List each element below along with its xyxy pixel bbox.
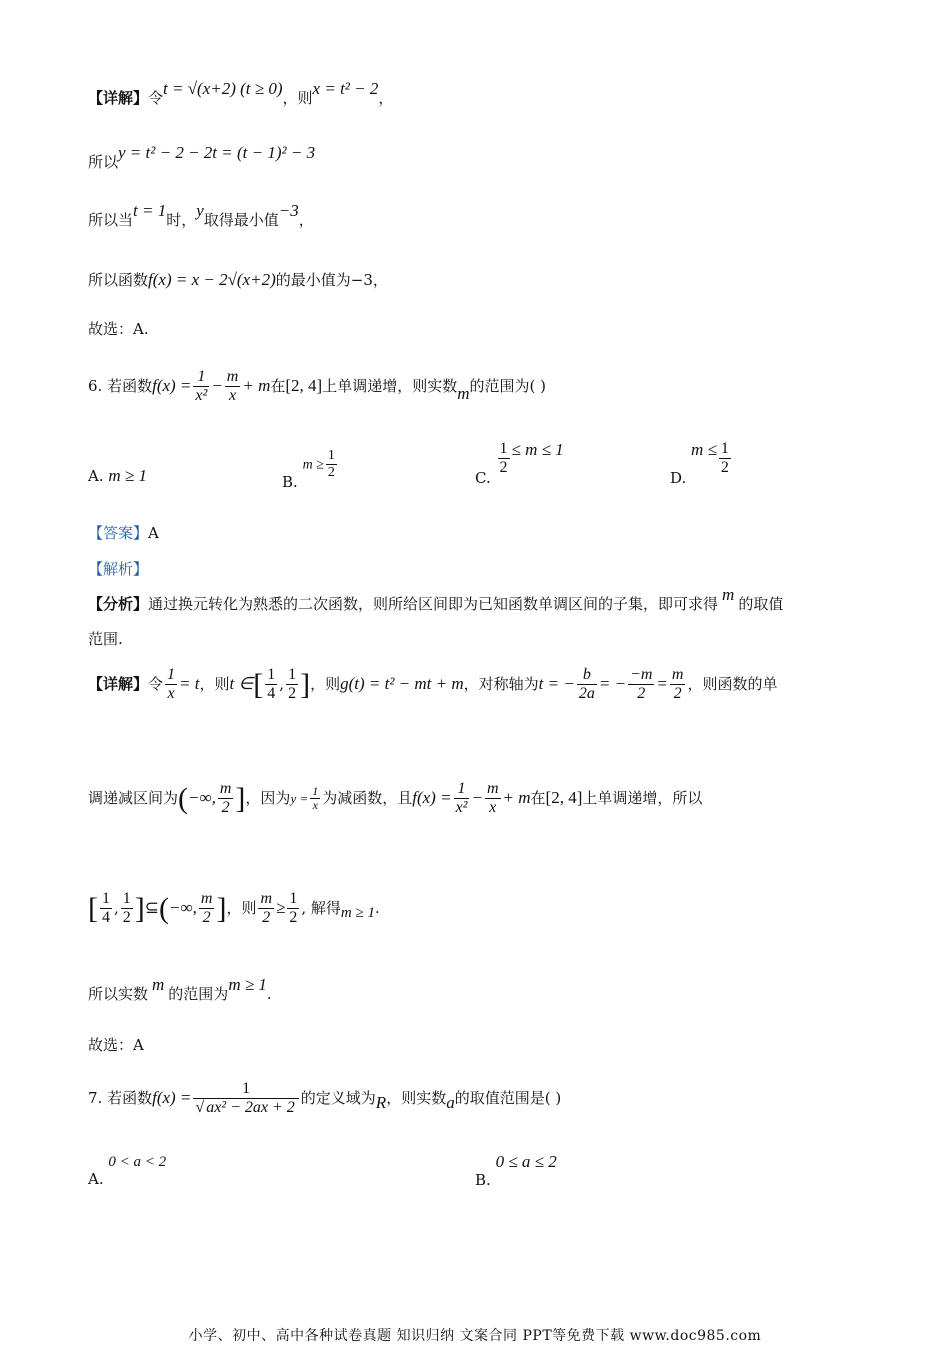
fraction <box>577 666 597 704</box>
text: 所以实数 <box>88 985 149 1003</box>
fraction <box>326 448 337 481</box>
text: 为减函数，且 <box>322 788 413 807</box>
den: 2 <box>327 465 335 481</box>
text: ，则 <box>199 674 230 693</box>
option-label: A. <box>88 1170 104 1188</box>
math: t ∈ <box>229 673 254 693</box>
den: x <box>229 387 237 405</box>
num: 1 <box>100 890 112 909</box>
text: ，则 <box>282 89 313 107</box>
math: ≥ <box>276 897 286 917</box>
fraction <box>719 440 731 478</box>
fraction <box>193 368 209 406</box>
text: ，则 <box>226 898 257 917</box>
text: 在 <box>530 788 546 807</box>
math: f(x) = <box>412 787 452 807</box>
text: . <box>374 898 380 917</box>
text: 所以当 <box>88 211 134 229</box>
option-label: B. <box>282 472 298 491</box>
fraction <box>287 890 299 928</box>
text: . <box>266 985 272 1003</box>
option-label: A. <box>88 467 104 485</box>
q7-option-b <box>475 1152 557 1189</box>
math-result: m ≥ 1 <box>340 904 375 921</box>
text: ，则函数的单 <box>687 674 778 693</box>
den: x <box>489 799 497 817</box>
math: + m <box>502 787 531 807</box>
fraction <box>193 1080 298 1118</box>
fenxi-label: 【分析】 <box>88 595 149 613</box>
fraction <box>670 666 686 704</box>
text: , 解得 <box>301 898 341 917</box>
option-label: B. <box>475 1171 491 1189</box>
den: 2 <box>673 685 682 703</box>
math-R: R <box>375 1092 387 1112</box>
option-math: m ≥ 1 <box>108 466 147 485</box>
q6-option-b <box>282 448 339 491</box>
math-t-def: t = √(x+2) (t ≥ 0) <box>163 79 283 98</box>
math-interval: [2, 4] <box>285 375 323 395</box>
text: 调递减区间为 <box>88 788 179 807</box>
math-minus3: −3 <box>278 201 299 220</box>
math-y: y <box>196 201 204 220</box>
question-number: 6. 若函数 <box>88 376 153 395</box>
question-number: 7. 若函数 <box>88 1088 153 1107</box>
math: y = <box>290 790 309 806</box>
num: m <box>485 780 501 799</box>
fraction <box>628 666 654 704</box>
answer-value: A <box>148 524 159 542</box>
sqrt-body: ax² − 2ax + 2 <box>206 1099 295 1117</box>
fraction <box>218 780 234 818</box>
den: x <box>312 798 318 813</box>
den: 2 <box>262 909 271 927</box>
q6-detail-line-3: [ $\frac{1}{4}$ , $\frac{1}{2}$ ]⊆(−∞, $\frac{m}{2}$ ]，则 $\frac{m}{2}$ ≥ $\frac{1}{2}$ , 解得m ≥ 1. <box>88 890 380 927</box>
math: −∞, <box>188 787 216 807</box>
num: 1 <box>287 890 299 909</box>
math: = − <box>598 673 627 693</box>
text: 的范围为( ) <box>469 376 546 395</box>
text: 令 <box>148 674 164 693</box>
detail-label: 【详解】 <box>88 89 149 107</box>
den: 2 <box>720 459 729 477</box>
num: 1 <box>265 666 277 685</box>
den: x² <box>195 387 208 405</box>
math: = <box>656 673 668 693</box>
num: b <box>577 666 597 685</box>
guxuan-5: 故选：A. <box>88 320 149 338</box>
math-m: m <box>152 975 165 994</box>
fraction <box>265 666 277 704</box>
fraction <box>121 890 133 928</box>
num: 1 <box>165 666 177 685</box>
fraction <box>258 890 274 928</box>
detail-line-2 <box>88 143 316 172</box>
detail-line-4 <box>88 270 388 290</box>
math: f(x) = <box>152 1087 192 1107</box>
detail-line-3 <box>88 201 314 230</box>
option-math: m ≤ <box>691 439 717 459</box>
text: 通过换元转化为熟悉的二次函数，则所给区间即为已知函数单调区间的子集，即可求得 <box>148 595 719 613</box>
text: 所以 <box>88 153 119 171</box>
q7-stem <box>88 1080 561 1118</box>
den: 2 <box>637 685 646 703</box>
detail-label: 【详解】 <box>88 674 149 693</box>
option-label: C. <box>475 468 491 487</box>
option-math: m ≥ <box>302 457 324 473</box>
num: 1 <box>326 448 337 465</box>
text: 取得最小值 <box>203 211 279 229</box>
num: 1 <box>719 440 731 459</box>
text: ，因为 <box>245 788 291 807</box>
math-g: g(t) = t² − mt + m <box>340 673 464 693</box>
text: 的定义域为 <box>300 1088 376 1107</box>
fraction <box>454 780 470 818</box>
guxuan-6: 故选：A <box>88 1036 144 1054</box>
math-a: a <box>446 1092 455 1112</box>
math-x-eq: x = t² − 2 <box>312 79 379 98</box>
text: ， <box>378 89 394 107</box>
fraction <box>225 368 241 406</box>
math: −∞, <box>169 897 197 917</box>
answer-line <box>88 524 159 542</box>
option-math: 0 ≤ a ≤ 2 <box>495 1152 557 1171</box>
den: x <box>167 685 175 703</box>
den: 2 <box>202 909 211 927</box>
q6-stem <box>88 368 546 406</box>
answer-tag: 【答案】 <box>88 524 149 542</box>
math: + m <box>242 375 271 395</box>
num: 1 <box>286 666 298 685</box>
text: ，则 <box>310 674 341 693</box>
fraction <box>310 785 320 814</box>
text: 在 <box>270 376 286 395</box>
q6-detail-line-4 <box>88 975 272 1004</box>
text: ， <box>298 211 314 229</box>
den: 2a <box>578 685 595 703</box>
q6-detail-line-1: 【详解】令 $\frac{1}{x}$ = t，则t ∈[ $\frac{1}{4}$ , $\frac{1}{2}$ ]，则g(t) = t² − mt + m，对称轴为t = − $\frac{b}{2a}$ = − $\frac{-m}{2}$ = $\frac{m}{2}$ ，则函数的单 <box>88 666 778 703</box>
text: 的最小值为−3， <box>275 271 388 289</box>
num: 1 <box>193 1080 298 1099</box>
num: 1 <box>312 783 319 798</box>
math: ⊆ <box>144 897 160 917</box>
text: 上单调递增，所以 <box>582 788 703 807</box>
q6-option-c <box>475 439 564 487</box>
math: t = − <box>538 673 575 693</box>
page-footer: 小学、初中、高中各种试卷真题 知识归纳 文案合同 PPT等免费下载 www.doc985.com <box>188 1328 762 1344</box>
math-t1: t = 1 <box>133 201 167 220</box>
detail-line-1 <box>88 79 394 108</box>
den: 2 <box>289 909 298 927</box>
math: − <box>471 787 483 807</box>
den: 2 <box>499 459 508 477</box>
math-final: m ≥ 1 <box>228 975 267 994</box>
option-math: ≤ m ≤ 1 <box>511 439 564 459</box>
math-y-eq: y = t² − 2 − 2t = (t − 1)² − 3 <box>118 143 316 162</box>
math-m: m <box>457 383 470 403</box>
text: 时， <box>166 211 197 229</box>
fraction <box>485 780 501 818</box>
q6-detail-line-2: 调递减区间为(−∞, $\frac{m}{2}$ ]，因为y = $\frac{1}{x}$ 为减函数，且f(x) = $\frac{1}{\text{x²}}$ − $\frac{m}{x}$ + m在[2, 4]上单调递增，所以 <box>88 780 703 817</box>
text: 的取值 <box>738 595 784 613</box>
den: 2 <box>122 909 131 927</box>
den: x² <box>455 799 468 817</box>
fraction <box>165 666 177 704</box>
q7-option-a <box>88 1152 167 1188</box>
q6-option-d <box>670 439 733 487</box>
num: m <box>199 890 215 909</box>
math: = t <box>179 673 200 693</box>
text: ，则实数 <box>386 1088 447 1107</box>
num: m <box>258 890 274 909</box>
num: 1 <box>193 368 209 387</box>
num: m <box>218 780 234 799</box>
text: ，对称轴为 <box>463 674 539 693</box>
den: 4 <box>102 909 110 927</box>
den: 4 <box>267 685 276 703</box>
fraction <box>100 890 112 928</box>
num: 1 <box>498 440 510 459</box>
text: 上单调递增，则实数 <box>322 376 458 395</box>
fraction <box>286 666 298 704</box>
text: 所以函数 <box>88 271 149 289</box>
option-math: 0 < a < 2 <box>108 1154 167 1170</box>
text: 的取值范围是( ) <box>454 1088 562 1107</box>
option-label: D. <box>670 468 687 487</box>
den: 2 <box>221 799 230 817</box>
num: m <box>225 368 241 387</box>
math: f(x) = <box>152 375 192 395</box>
q6-option-a <box>88 466 147 486</box>
math-interval: [2, 4] <box>545 787 583 807</box>
fenxi-line-1 <box>88 585 784 614</box>
num: −m <box>628 666 654 685</box>
fenxi-line-2: 范围. <box>88 630 123 648</box>
num: 1 <box>454 780 470 799</box>
jiexi-tag: 【解析】 <box>88 560 149 578</box>
text: 的范围为 <box>168 985 229 1003</box>
math: − <box>211 375 223 395</box>
math-m: m <box>722 585 735 604</box>
text: 令 <box>148 89 164 107</box>
den: 2 <box>288 685 297 703</box>
fraction <box>498 440 510 478</box>
math-fx-def: f(x) = x − 2√(x+2) <box>148 270 276 289</box>
den: √ ax² − 2ax + 2 <box>195 1099 295 1117</box>
num: m <box>670 666 686 685</box>
fraction <box>199 890 215 928</box>
num: 1 <box>121 890 133 909</box>
